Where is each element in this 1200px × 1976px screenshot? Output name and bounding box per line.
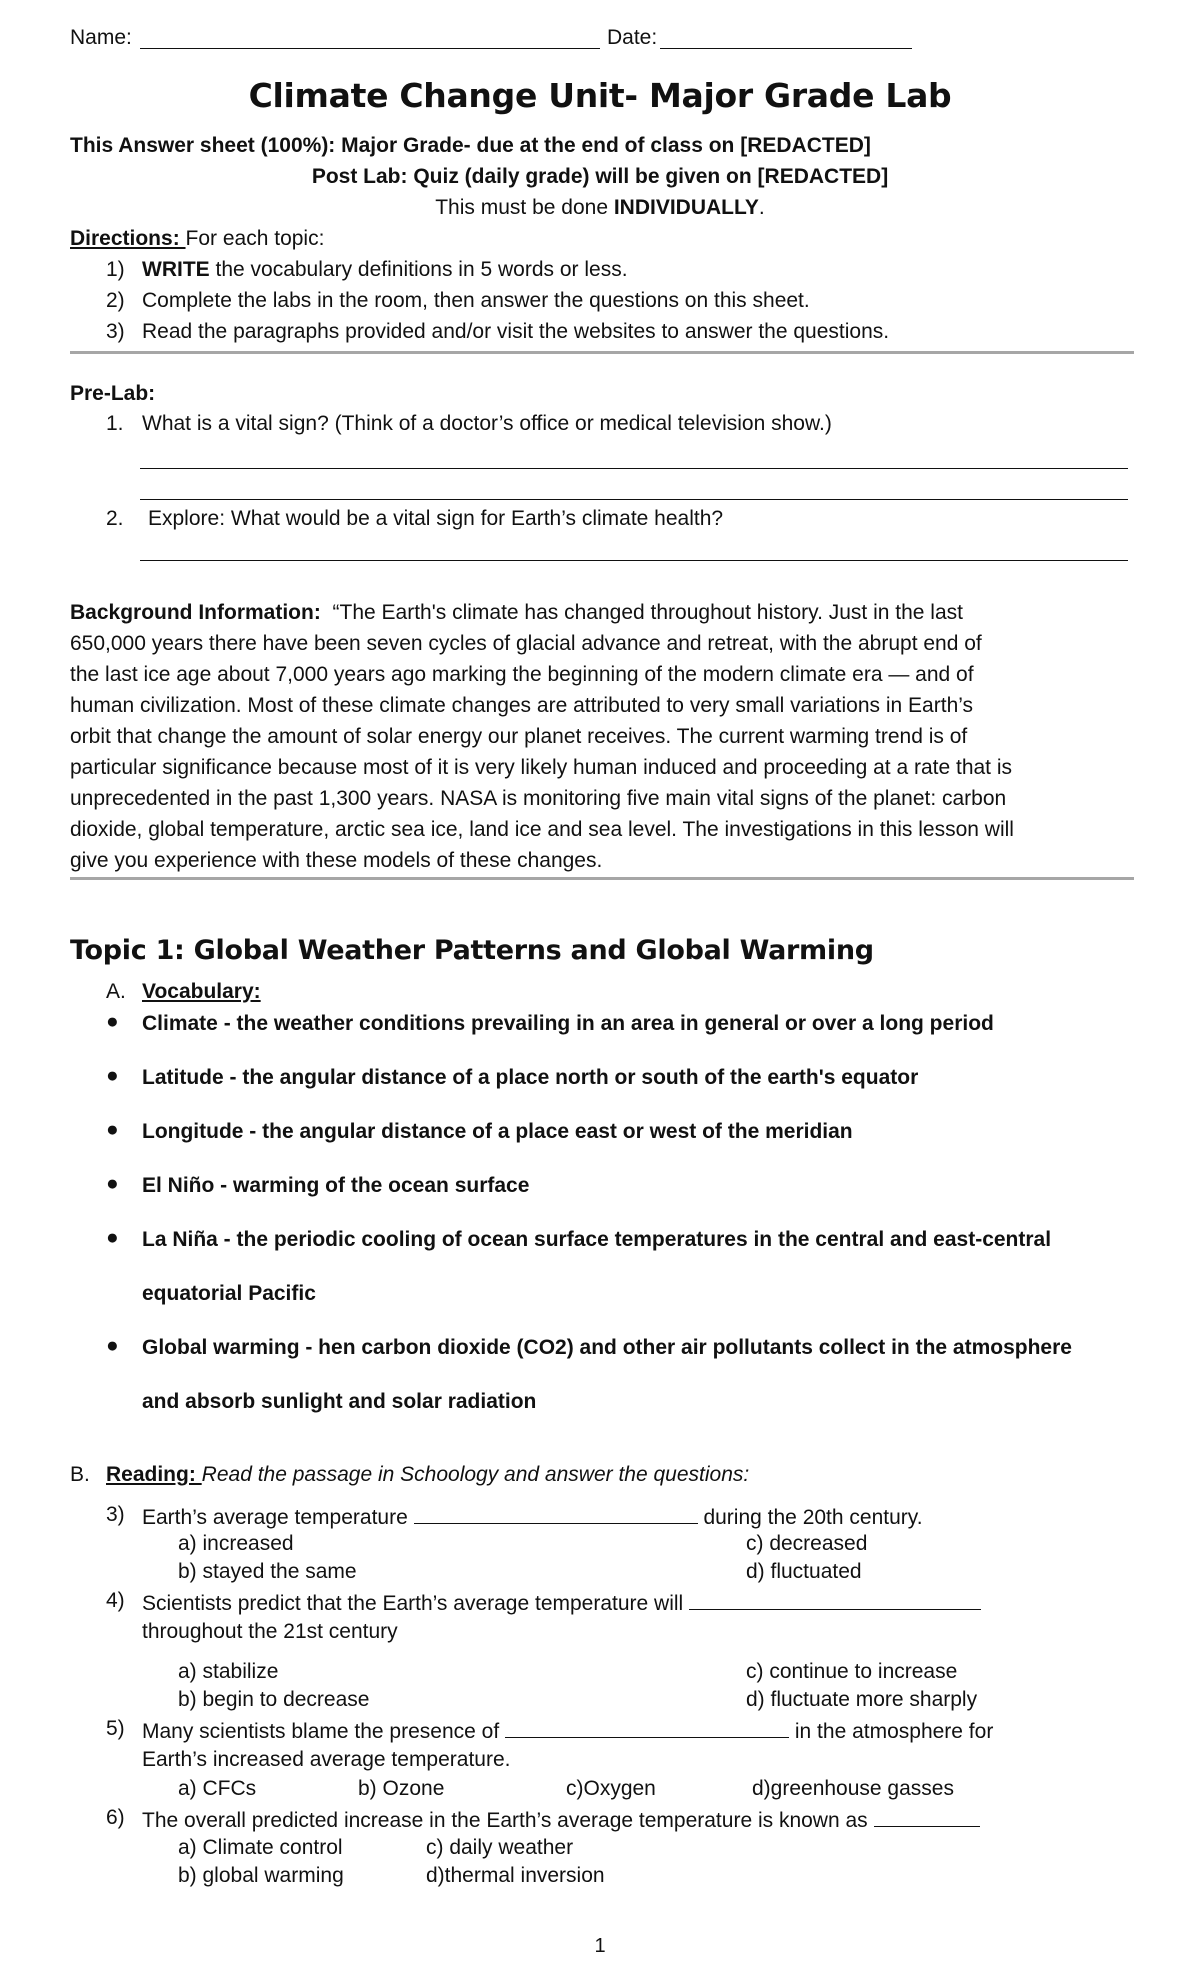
individual-post: .: [758, 196, 765, 219]
prelab-q1-num: 1.: [106, 412, 124, 435]
page-title: Climate Change Unit- Major Grade Lab: [248, 76, 952, 115]
background-line: the last ice age about 7,000 years ago marking the beginning of the modern climate era — and of: [70, 663, 974, 686]
background-line: particular significance because most of it is very likely human induced and proceeding at a rate that is: [70, 756, 1013, 779]
question-num: 5): [106, 1717, 125, 1740]
answer-blank[interactable]: [874, 1806, 980, 1827]
individual-line: [0, 196, 1200, 220]
bullet-icon: ●: [106, 1172, 119, 1195]
question-3: [142, 1503, 923, 1530]
answer-line[interactable]: [140, 499, 1128, 500]
direction-num: 2): [106, 289, 125, 312]
question-text: Earth’s average temperature: [142, 1506, 408, 1529]
reading-heading: [106, 1463, 749, 1487]
question-num: 4): [106, 1589, 125, 1612]
choice-b: b) Ozone: [358, 1777, 445, 1800]
question-text: during the 20th century.: [703, 1506, 923, 1529]
choice-a: a) CFCs: [178, 1777, 257, 1800]
background-line: dioxide, global temperature, arctic sea ice, land ice and sea level. The investigations in this lesson will: [70, 818, 1014, 841]
bullet-icon: ●: [106, 1118, 119, 1141]
question-text: The overall predicted increase in the Earth’s average temperature is known as: [142, 1809, 868, 1832]
question-text-cont: Earth’s increased average temperature.: [142, 1748, 511, 1771]
answer-blank[interactable]: [689, 1589, 981, 1610]
page-number: 1: [594, 1935, 606, 1957]
bullet-icon: ●: [106, 1010, 119, 1033]
answer-line[interactable]: [140, 560, 1128, 561]
question-text: Many scientists blame the presence of: [142, 1720, 500, 1743]
answer-line[interactable]: [140, 468, 1128, 469]
direction-item: [142, 258, 628, 282]
vocab-term-climate: Climate - the weather conditions prevailing in an area in general or over a long period: [142, 1012, 994, 1035]
topic-heading: Topic 1: Global Weather Patterns and Global Warming: [70, 935, 874, 966]
name-blank: [140, 48, 600, 49]
vocab-term-latitude: Latitude - the angular distance of a place north or south of the earth's equator: [142, 1066, 919, 1089]
choice-d: d)thermal inversion: [426, 1864, 605, 1887]
prelab-label: Pre-Lab:: [70, 382, 156, 405]
background-line: 650,000 years there have been seven cycles of glacial advance and retreat, with the abrupt end of: [70, 632, 982, 655]
vocab-letter: A.: [106, 980, 126, 1003]
post-lab-line: Post Lab: Quiz (daily grade) will be given on [REDACTED]: [311, 165, 889, 188]
date-label: Date:: [607, 26, 658, 49]
vocab-term-global-warming: Global warming - hen carbon dioxide (CO2) and other air pollutants collect in the atmosphere and absorb sunlight and solar radiation: [142, 1336, 1072, 1413]
choice-b: b) stayed the same: [178, 1560, 357, 1583]
reading-instructions: Read the passage in Schoology and answer the questions:: [201, 1463, 750, 1486]
choice-d: d) fluctuated: [746, 1560, 862, 1583]
bullet-icon: ●: [106, 1226, 119, 1249]
vocab-heading: Vocabulary:: [142, 980, 261, 1003]
question-num: 6): [106, 1806, 125, 1829]
directions-intro: For each topic:: [185, 227, 325, 250]
answer-blank[interactable]: [414, 1503, 698, 1524]
direction-item: Complete the labs in the room, then answer the questions on this sheet.: [142, 289, 810, 312]
bullet-icon: ●: [106, 1064, 119, 1087]
choice-c: c) continue to increase: [746, 1660, 958, 1683]
individual-bold: INDIVIDUALLY: [613, 196, 759, 219]
background-line: human civilization. Most of these climate changes are attributed to very small variations in Earth’s: [70, 694, 974, 717]
choice-d: d)greenhouse gasses: [752, 1777, 954, 1800]
prelab-q2: Explore: What would be a vital sign for Earth’s climate health?: [148, 507, 724, 530]
prelab-q2-num: 2.: [106, 507, 124, 530]
direction-bold: WRITE: [142, 258, 210, 281]
reading-label: Reading:: [106, 1463, 202, 1486]
question-num: 3): [106, 1503, 125, 1526]
vocab-term-el-nino: El Niño - warming of the ocean surface: [142, 1174, 530, 1197]
section-divider: [70, 877, 1134, 880]
prelab-q1: What is a vital sign? (Think of a doctor’s office or medical television show.): [142, 412, 832, 435]
question-5: [142, 1717, 993, 1744]
direction-num: 3): [106, 320, 125, 343]
background-label: Background Information:: [70, 601, 321, 624]
choice-b: b) global warming: [178, 1864, 344, 1887]
choice-c: c) daily weather: [426, 1836, 574, 1859]
answer-blank[interactable]: [505, 1717, 789, 1738]
choice-a: a) Climate control: [178, 1836, 343, 1859]
direction-text: the vocabulary definitions in 5 words or less.: [209, 258, 628, 281]
question-text: in the atmosphere for: [794, 1720, 994, 1743]
date-blank: [660, 48, 912, 49]
choice-b: b) begin to decrease: [178, 1688, 370, 1711]
background-line: [70, 597, 1134, 628]
reading-letter: B.: [70, 1463, 90, 1486]
question-6: [142, 1806, 980, 1833]
background-line: unprecedented in the past 1,300 years. NASA is monitoring five main vital signs of the planet: carbon: [70, 787, 1007, 810]
directions-label: Directions:: [70, 227, 186, 250]
choice-a: a) stabilize: [178, 1660, 279, 1683]
directions-heading: [70, 227, 324, 251]
bullet-icon: ●: [106, 1334, 119, 1357]
choice-d: d) fluctuate more sharply: [746, 1688, 978, 1711]
vocab-term-la-nina: La Niña - the periodic cooling of ocean surface temperatures in the central and east-central equatorial Pacific: [142, 1228, 1052, 1305]
direction-num: 1): [106, 258, 125, 281]
choice-c: c) decreased: [746, 1532, 868, 1555]
background-line: orbit that change the amount of solar energy our planet receives. The current warming trend is of: [70, 725, 968, 748]
choice-c: c)Oxygen: [566, 1777, 656, 1800]
section-divider: [70, 351, 1134, 354]
background-paragraph: [70, 597, 1134, 876]
question-4: [142, 1589, 981, 1616]
individual-pre: This must be done: [435, 196, 614, 219]
due-date-line: This Answer sheet (100%): Major Grade- due at the end of class on [REDACTED]: [70, 134, 871, 157]
vocab-term-longitude: Longitude - the angular distance of a place east or west of the meridian: [142, 1120, 853, 1143]
background-text: “The Earth's climate has changed throughout history. Just in the last: [332, 601, 963, 624]
background-line: give you experience with these models of these changes.: [70, 849, 603, 872]
choice-a: a) increased: [178, 1532, 294, 1555]
question-text-cont: throughout the 21st century: [142, 1620, 398, 1643]
name-label: Name:: [70, 26, 132, 49]
question-text: Scientists predict that the Earth’s average temperature will: [142, 1592, 684, 1615]
direction-item: Read the paragraphs provided and/or visit the websites to answer the questions.: [142, 320, 890, 343]
